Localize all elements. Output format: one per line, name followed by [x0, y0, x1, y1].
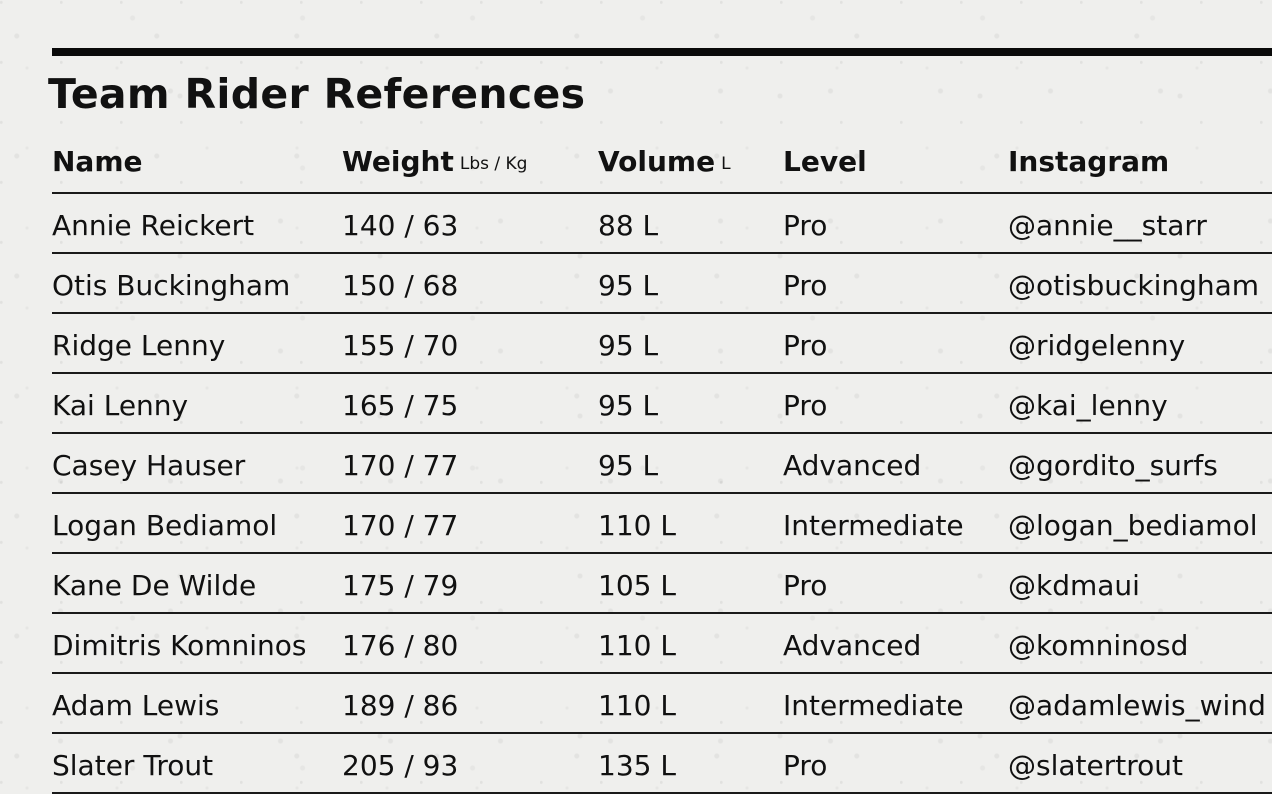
table-row [52, 734, 1272, 794]
rider-instagram: @ridgelenny [1008, 328, 1186, 362]
column-header-instagram [1008, 132, 1169, 190]
rider-name: Casey Hauser [52, 448, 246, 482]
rider-volume: 110 L [598, 628, 676, 662]
rider-level: Intermediate [783, 508, 964, 542]
rider-weight: 170 / 77 [342, 448, 459, 482]
rider-instagram: @kai_lenny [1008, 388, 1168, 422]
rider-weight: 205 / 93 [342, 748, 459, 782]
rider-weight: 175 / 79 [342, 568, 459, 602]
column-header-weight-unit: Lbs / Kg [459, 154, 528, 174]
rider-name: Adam Lewis [52, 688, 220, 722]
rider-volume: 110 L [598, 688, 676, 722]
rider-instagram: @logan_bediamol [1008, 508, 1258, 542]
rider-level: Pro [783, 388, 828, 422]
rider-instagram: @otisbuckingham [1008, 268, 1260, 302]
rider-table [52, 134, 1272, 794]
column-header-name-label: Name [52, 144, 143, 178]
rider-volume: 105 L [598, 568, 676, 602]
rider-instagram: @adamlewis_wind [1008, 688, 1266, 722]
rider-instagram: @kdmaui [1008, 568, 1140, 602]
rider-weight: 176 / 80 [342, 628, 459, 662]
rider-volume: 110 L [598, 508, 676, 542]
column-header-level-label: Level [783, 144, 867, 178]
table-row [52, 194, 1272, 254]
rider-level: Pro [783, 568, 828, 602]
rider-instagram: @komninosd [1008, 628, 1189, 662]
table-row [52, 494, 1272, 554]
page-title: Team Rider References [48, 70, 586, 118]
top-rule [52, 48, 1272, 56]
column-header-weight-label: Weight [342, 144, 454, 178]
table-row [52, 614, 1272, 674]
rider-name: Ridge Lenny [52, 328, 226, 362]
column-header-level [783, 132, 867, 190]
rider-level: Pro [783, 268, 828, 302]
rider-volume: 95 L [598, 328, 659, 362]
rider-weight: 165 / 75 [342, 388, 459, 422]
column-header-volume-unit: L [721, 154, 731, 174]
rider-weight: 140 / 63 [342, 208, 459, 242]
rider-instagram: @slatertrout [1008, 748, 1183, 782]
rider-level: Pro [783, 328, 828, 362]
rider-volume: 135 L [598, 748, 676, 782]
rider-volume: 95 L [598, 448, 659, 482]
rider-level: Intermediate [783, 688, 964, 722]
rider-name: Logan Bediamol [52, 508, 278, 542]
rider-name: Dimitris Komninos [52, 628, 307, 662]
rider-weight: 189 / 86 [342, 688, 459, 722]
table-row [52, 674, 1272, 734]
rider-weight: 170 / 77 [342, 508, 459, 542]
table-row [52, 374, 1272, 434]
column-header-volume-label: Volume [598, 144, 716, 178]
column-header-name [52, 132, 143, 190]
table-row [52, 554, 1272, 614]
rider-level: Advanced [783, 448, 922, 482]
table-row [52, 314, 1272, 374]
column-header-weight [342, 132, 527, 190]
rider-instagram: @gordito_surfs [1008, 448, 1218, 482]
table-row [52, 434, 1272, 494]
rider-name: Kai Lenny [52, 388, 189, 422]
rider-instagram: @annie__starr [1008, 208, 1207, 242]
rider-name: Otis Buckingham [52, 268, 291, 302]
rider-level: Pro [783, 748, 828, 782]
rider-weight: 155 / 70 [342, 328, 459, 362]
rider-volume: 88 L [598, 208, 659, 242]
rider-level: Pro [783, 208, 828, 242]
rider-name: Annie Reickert [52, 208, 255, 242]
rider-name: Slater Trout [52, 748, 214, 782]
rider-name: Kane De Wilde [52, 568, 257, 602]
rider-level: Advanced [783, 628, 922, 662]
column-header-instagram-label: Instagram [1008, 144, 1170, 178]
column-header-volume [598, 132, 731, 190]
table-row [52, 254, 1272, 314]
table-body [52, 194, 1272, 794]
rider-volume: 95 L [598, 268, 659, 302]
rider-volume: 95 L [598, 388, 659, 422]
table-header-row [52, 134, 1272, 194]
rider-weight: 150 / 68 [342, 268, 459, 302]
